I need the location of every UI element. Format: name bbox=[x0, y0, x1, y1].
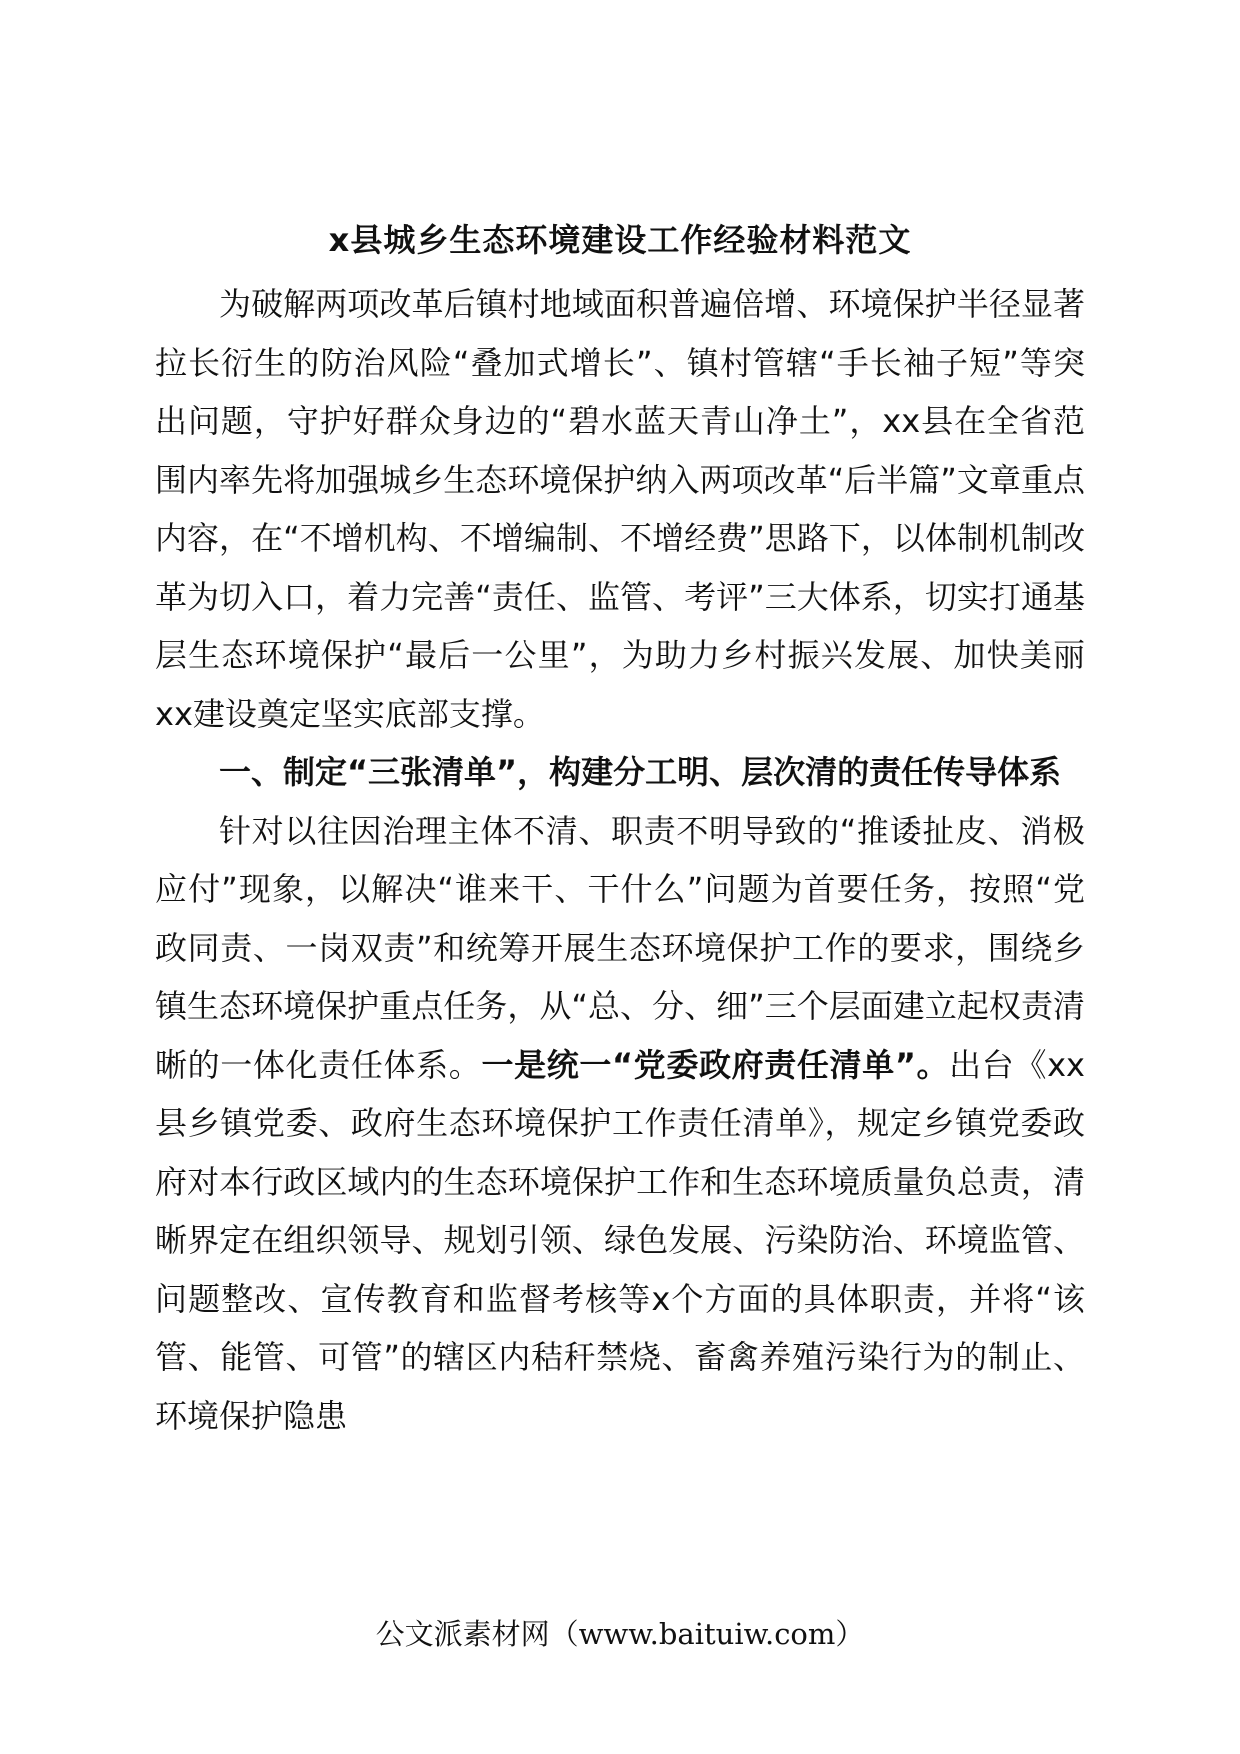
section-heading: 一、制定“三张清单”，构建分工明、层次清的责任传导体系 bbox=[219, 753, 1062, 791]
body-paragraph: 为破解两项改革后镇村地域面积普遍倍增、环境保护半径显著拉长衍生的防治风险“叠加式增长”、镇村管辖“手长袖子短”等突出问题，守护好群众身边的“碧水蓝天青山净土”，xx县在全省范围内率先将加强城乡生态环境保护纳入两项改革“后半篇”文章重点内容，在“不增机构、不增编制、不增经费”思路下，以体制机制改革为切入口，着力完善“责任、监管、考评”三大体系，切实打通基层生态环境保护“最后一公里”，为助力乡村振兴发展、加快美丽xx建设奠定坚实底部支撑。 bbox=[155, 285, 1085, 733]
bold-emphasis: 一是统一“党委政府责任清单”。 bbox=[481, 1045, 950, 1084]
paragraph-text: 针对以往因治理主体不清、职责不明导致的“推诿扯皮、消极应付”现象，以解决“谁来干、干什么”问题为首要任务，按照“党政同责、一岗双责”和统筹开展生态环境保护工作的要求，围绕乡镇生态环境保护重点任务，从“总、分、细”三个层面建立起权责清晰的一体化责任体系。 bbox=[155, 811, 1085, 1084]
body-paragraph bbox=[155, 802, 1085, 1446]
document-body bbox=[155, 275, 1085, 1445]
paragraph-text: 出台《xx县乡镇党委、政府生态环境保护工作责任清单》，规定乡镇党委政府对本行政区域内的生态环境保护工作和生态环境质量负总责，清晰界定在组织领导、规划引领、绿色发展、污染防治、环境监管、问题整改、宣传教育和监督考核等x个方面的具体职责，并将“该管、能管、可管”的辖区内秸秆禁烧、畜禽养殖污染行为的制止、环境保护隐患 bbox=[155, 1045, 1085, 1435]
document-title: x县城乡生态环境建设工作经验材料范文 bbox=[328, 221, 912, 259]
footer-watermark: 公文派素材网（www.baituiw.com） bbox=[375, 1617, 865, 1651]
